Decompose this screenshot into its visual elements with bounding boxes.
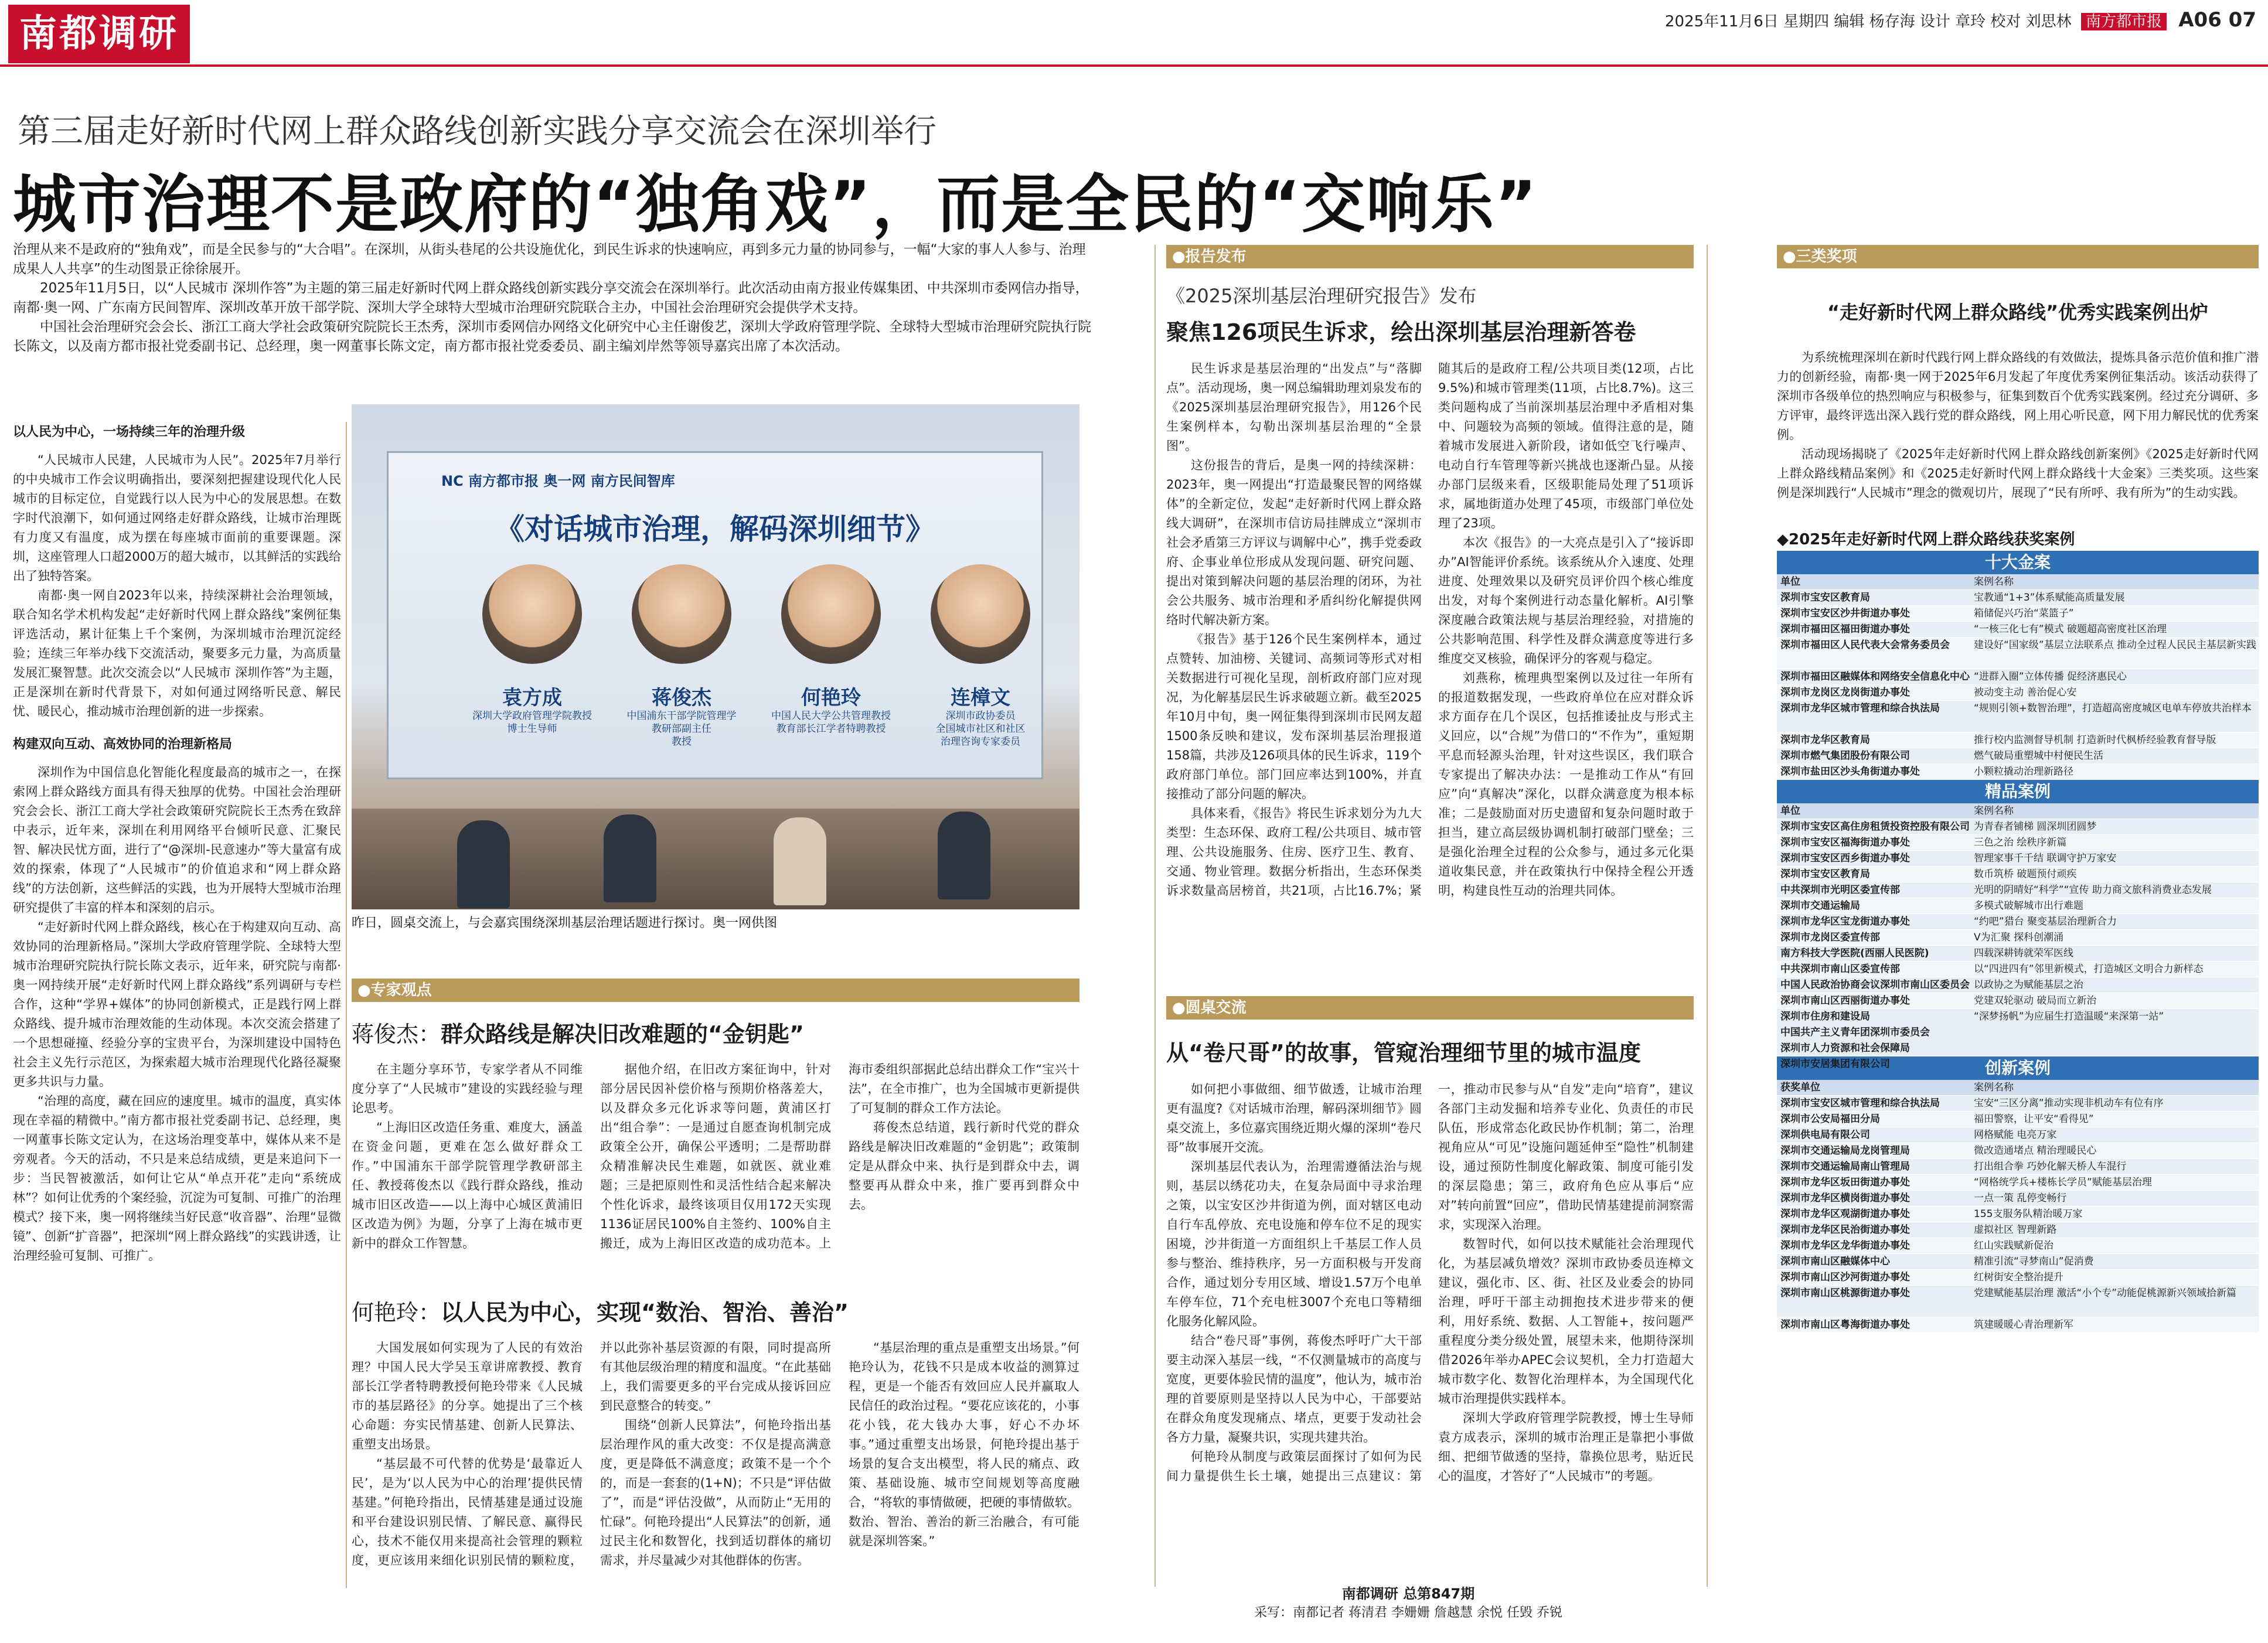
table-cell-unit: 深圳市龙华区民治街道办事处 <box>1780 1224 1910 1236</box>
event-photo <box>352 404 1079 909</box>
awards-p: 活动现场揭晓了《2025年走好新时代网上群众路线创新案例》《2025走好新时代网上群众路线精品案例》和《2025走好新时代网上群众路线十大金案》三类奖项。这些案例是深圳践行“人民城市”理念的微观切片，展现了“民有所呼、我有所为”的生动实践。 <box>1777 447 2259 500</box>
table-cell-case: 三色之治 绘秩序新篇 <box>1974 837 2067 848</box>
table-row <box>1777 819 2259 835</box>
table-row <box>1777 701 2259 732</box>
table-cell-case: 打出组合拳 巧妙化解天桥人车混行 <box>1974 1161 2127 1172</box>
table-cell-case: “深梦扬帆”为应届生打造温暖“来深第一站” <box>1974 1011 2164 1022</box>
report-p: 这份报告的背后，是奥一网的持续深耕：2023年，奥一网提出“打造最聚民智的网络媒体”的全新定位，发起“走好新时代网上群众路线大调研”，在深圳市信访局挂牌成立“深圳市社会矛盾第三方评议与调解中心”，携手党委政府、企事业单位形成从发现问题、研究问题、提出对策到解决问题的基层治理的闭环，为社会公共服务、城市治理和矛盾纠纷化解提供网络时代解决新方案。 <box>1166 458 1422 627</box>
table-row <box>1777 1127 2259 1143</box>
expert-p: 围绕“创新人民算法”，何艳玲指出基层治理作风的重大改变：不仅是提高满意度，更是降低不满意度；政策不是一个个的，而是一套套的(1+N)；不只是“评估做了”，而是“评估没做”，从而防止“无用的忙碌”。何艳玲提出“人民算法”的创新，通过民主化和数智化，找到适切群体的痛切需求，并尽量减少对其他群体的伤害。 <box>600 1418 831 1567</box>
table-cell-unit: 深圳市住房和建设局 中国共产主义青年团深圳市委员会 深圳市人力资源和社会保障局 深圳市安居集团有限公司 <box>1780 1011 1930 1070</box>
panelist-figure <box>604 814 656 902</box>
table-cell-unit: 深圳市龙华区城市管理和综合执法局 <box>1780 703 1940 714</box>
expert-p: “基层治理的重点是重塑支出场景。”何艳玲认为，花钱不只是成本收益的测算过程，更是一个能否有效回应人民并赢取人民信任的政治过程。“要花应该花的，小事花小钱，花大钱办大事，好心不办坏事。”通过重塑支出场景，何艳玲提出基于场景的复合支出模型，将人民的痛点、政策、基础设施、城市空间规划等高度融合，“将软的事情做硬，把硬的事情做软。数治、智治、善治的新三治融合，有可能就是深圳答案。” <box>849 1341 1079 1548</box>
table-cell-case: 宝安“三区分离”推动实现非机动车有位有序 <box>1974 1097 2164 1109</box>
report-p: 具体来看，《报告》将民生诉求划分为九大类型：生态环保、政府工程/公共项目、城市管理、公共设施服务、住房、医疗卫生、教育、交通、物业管理。数据分析指出，生态环保类诉求数量高居榜首，共21项，占比16.7%；紧随其后的是政府工程/公共项目类(12项，占比9.5%)和城市管理类(11项，占比8.7%)。这三类问题构成了当前深圳基层治理中矛盾相对集中、问题较为高频的领域。值得注意的是，随着城市发展进入新阶段，诸如低空飞行噪声、电动自行车管理等新兴挑战也逐渐凸显。从接办部门层级来看，区级职能局处理了51项诉求，属地街道办处理了45项，市级部门单位处理了23项。 <box>1166 362 1694 898</box>
table-section-band: 精品案例 <box>1777 780 2259 803</box>
table-row <box>1777 930 2259 946</box>
guest-title: 深圳大学政府管理学院教授 博士生导师 <box>472 710 592 735</box>
table-cell-unit: 深圳市南山区粤海街道办事处 <box>1780 1319 1910 1331</box>
table-cell-case: 被动变主动 善治促心安 <box>1974 687 2077 698</box>
table-header-cell: 获奖单位 <box>1780 1082 1820 1093</box>
table-cell-unit: 深圳市公安局福田分局 <box>1780 1113 1880 1125</box>
table-cell-case: “网格统学兵+楼栋长学员”赋能基层治理 <box>1974 1177 2152 1188</box>
expert-name-1: 蒋俊杰： <box>352 1021 441 1047</box>
awards-p: 为系统梳理深圳在新时代践行网上群众路线的有效做法，提炼具备示范价值和推广潜力的创新经验，南都·奥一网于2025年6月发起了年度优秀案例征集活动。该活动获得了深圳市各级单位的热烈响应与积极参与，征集到数百个优秀实践案例。经过充分调研、多方评审，最终评选出深入践行党的群众路线，网上用心听民意，网下用力解民忧的优秀案例。 <box>1777 350 2259 442</box>
lead-p3: 中国社会治理研究会会长、浙江工商大学社会政策研究院院长王杰秀，深圳市委网信办网络文化研究中心主任谢俊艺，深圳大学政府管理学院、全球特大型城市治理研究院执行院长陈文，以及南方都市报社党委副书记、总经理，奥一网董事长陈文定，南方都市报社党委委员、副主编刘岸然等领导嘉宾出席了本次活动。 <box>13 319 1091 354</box>
table-header-cell: 案例名称 <box>1974 576 2014 588</box>
table-cell-unit: 深圳市福田区福田街道办事处 <box>1780 623 1910 635</box>
table-title: ◆2025年走好新时代网上群众路线获奖案例 <box>1777 531 2075 548</box>
table-cell-unit: 深圳市南山区融媒体中心 <box>1780 1256 1890 1267</box>
expert-p: 大国发展如何实现为了人民的有效治理？中国人民大学吴玉章讲席教授、教育部长江学者特聘教授何艳玲带来《人民城市的基层路径》的分享。她提出了三个核心命题：夯实民情基建、创新人民算法、重塑支出场景。 <box>352 1341 583 1451</box>
awards-bar: ●三类奖项 <box>1777 245 2259 268</box>
table-cell-case: 虚拟社区 智理新路 <box>1974 1224 2057 1236</box>
table-section-band: 创新案例 <box>1777 1056 2259 1080</box>
expert-section <box>352 979 1079 1611</box>
table-row <box>1777 622 2259 638</box>
stage-floor <box>352 809 1079 909</box>
table-cell-case: 155支服务队精治暖万家 <box>1974 1208 2083 1220</box>
report-body <box>1166 359 1694 992</box>
expert-title-2 <box>352 1294 1079 1327</box>
table-row <box>1777 606 2259 622</box>
lead-p1: 治理从来不是政府的“独角戏”，而是全民参与的“大合唱”。在深圳，从街头巷尾的公共设施优化，到民生诉求的快速响应，再到多元力量的协同参与，一幅“大家的事人人参与、治理成果人人共享”的生动图景正徐徐展开。 <box>13 242 1086 277</box>
table-cell-case: 四载深耕铸就荣军医线 <box>1974 947 2073 959</box>
table-cell-unit: 深圳市宝安区高住房租赁投资控股有限公司 <box>1780 821 1970 833</box>
table-cell-unit: 深圳市交通运输局 <box>1780 900 1860 912</box>
guest-title: 中国浦东干部学院管理学 教研部副主任 教授 <box>626 710 737 748</box>
table-row <box>1777 882 2259 898</box>
table-header-row <box>1777 1080 2259 1096</box>
guest-name: 连樟文 <box>951 686 1010 710</box>
table-cell-case: 多模式破解城市出行难题 <box>1974 900 2083 912</box>
report-bar: ●报告发布 <box>1166 245 1694 268</box>
table-cell-case: 网格赋能 电亮万家 <box>1974 1129 2057 1141</box>
table-cell-unit: 深圳市宝安区沙井街道办事处 <box>1780 608 1910 619</box>
guest-title: 深圳市政协委员 全国城市社区和社区 治理咨询专家委员 <box>935 710 1026 748</box>
table-cell-case: 推行校内监测督导机制 打造新时代枫桥经验教育督导版 <box>1974 734 2216 746</box>
table-cell-case: 智理家事千千结 联调守护万家安 <box>1974 853 2117 864</box>
expert-p: “基层最不可代替的优势是‘最靠近人民’，是为‘以人民为中心的治理’提供民情基建。”何艳玲指出，民情基建是通过设施和平台建设识别民情、了解民意、赢得民心，技术不能仅用来提高社会管理的颗粒度，更应该用来细化识别民情的颗粒度，并以此弥补基层资源的有限，同时提高所有其他层级治理的精度和温度。“在此基础上，我们需要更多的平台完成从接诉回应到民意整合的转变。” <box>352 1341 831 1567</box>
table-cell-unit: 深圳市龙华区横岗街道办事处 <box>1780 1192 1910 1204</box>
table-cell-unit: 深圳市福田区融媒体和网络安全信息化中心 <box>1780 671 1970 683</box>
roundtable-body <box>1166 1080 1694 1596</box>
table-row <box>1777 867 2259 882</box>
roundtable-section <box>1166 996 1694 1582</box>
left-p: 南都·奥一网自2023年以来，持续深耕社会治理领域，联合知名学术机构发起“走好新时代网上群众路线”案例征集评选活动，累计征集上千个案例，为深圳城市治理沉淀经验；连续三年举办线下交流活动，聚要多元力量，为高质量发展汇聚智慧。此次交流会以“人民城市 深圳作答”为主题，正是深圳在新时代背景下，对如何通过网络听民意、解民忧、暖民心，推动城市治理创新的进一步探索。 <box>13 588 341 718</box>
table-row <box>1777 1238 2259 1254</box>
table-cell-unit: 深圳市龙华区坂田街道办事处 <box>1780 1177 1910 1188</box>
guest-name: 蒋俊杰 <box>652 686 711 710</box>
guest-portrait <box>482 564 582 664</box>
table-cell-unit: 中共深圳市南山区委宣传部 <box>1780 963 1900 975</box>
expert-headline-2: 以人民为中心，实现“数治、智治、善治” <box>441 1300 849 1325</box>
lead-block <box>13 240 1091 356</box>
headline: 城市治理不是政府的“独角戏”，而是全民的“交响乐” <box>13 168 1538 241</box>
table-cell-unit: 深圳市龙华区宝龙街道办事处 <box>1780 916 1910 928</box>
masthead: 南都调研 <box>8 5 190 63</box>
table-cell-unit: 深圳市南山区桃源街道办事处 <box>1780 1287 1910 1299</box>
table-row <box>1777 993 2259 1009</box>
table-row <box>1777 1222 2259 1238</box>
left-p: “治理的高度，藏在回应的速度里。城市的温度，真实体现在幸福的精微中。”南方都市报社党委副书记、总经理，奥一网董事长陈文定认为，在这场治理变革中，媒体从来不是旁观者。今天的活动，不只是来总结成绩，更是来追问下一步：当民智被激活，如何让它从“单点开花”走向“系统成林”？如何让优秀的个案经验，沉淀为可复制、可推广的治理模式？接下来，奥一网将继续当好民意“收音器”、治理“显微镜”、创新“扩音器”，把深圳“网上群众路线”的实践讲透，让治理经验可复制、可推广。 <box>13 1094 341 1263</box>
roundtable-p: 深圳基层代表认为，治理需遵循法治与规则，基层以绣花功夫，在复杂局面中寻求治理之策，以宝安区沙井街道为例，面对辖区电动自行车乱停放、充电设施和停车位不足的现实困境，沙井街道一方面组织上千基层工作人员参与整治、维持秩序，另一方面积极与开发商合作，通过划分专用区域、增设1.57万个电单车停车位，71个充电桩3007个充电口等精细化服务化解风险。 <box>1166 1160 1422 1328</box>
report-subtitle: 《2025深圳基层治理研究报告》发布 <box>1166 285 1477 307</box>
paper-tag: 南方都市报 <box>2081 13 2167 30</box>
screen-logos: NC 南方都市报 奥一网 南方民间智库 <box>441 473 675 489</box>
table-cell-case: 小颗粒撬动治理新路径 <box>1974 766 2073 778</box>
table-row <box>1777 685 2259 701</box>
table-row <box>1777 914 2259 930</box>
table-cell-case: 福田警察，让平安“看得见” <box>1974 1113 2094 1125</box>
table-cell-case: “规则引领+数智治理”，打造超高密度城区电单车停放共治样本 <box>1974 703 2252 714</box>
guest-title: 中国人民大学公共管理教授 教育部长江学者特聘教授 <box>771 710 891 735</box>
table-cell-unit: 深圳市龙岗区委宣传部 <box>1780 932 1880 943</box>
table-cell-case: 红山实践赋新促治 <box>1974 1240 2054 1252</box>
table-cell-case: 以政协之为赋能基层之治 <box>1974 979 2083 991</box>
table-row <box>1777 669 2259 685</box>
table-row <box>1777 1254 2259 1270</box>
table-cell-unit: 深圳供电局有限公司 <box>1780 1129 1870 1141</box>
roundtable-p: 深圳大学政府管理学院教授，博士生导师袁方成表示，深圳的城市治理正是靠把小事做细、把细节做透的坚持，靠换位思考，贴近民心的温度，才答好了“人民城市”的考题。 <box>1438 1411 1694 1483</box>
table-row <box>1777 835 2259 851</box>
screen-title: 《对话城市治理，解码深圳细节》 <box>495 512 935 546</box>
expert-body-2 <box>352 1338 1079 1643</box>
table-cell-unit: 深圳市宝安区福海街道办事处 <box>1780 837 1910 848</box>
table-cell-case: 燃气破局重塑城中村便民生活 <box>1974 750 2103 762</box>
report-p: 《报告》基于126个民生案例样本，通过点赞转、加油榜、关键词、高频词等形式对相关数据进行可视化呈现，剖析政府部门应对现况，为化解基层民生诉求破题立新。截至2025年10月中旬，奥一网征集得到深圳市民网友超1500条反映和建议，发布深圳基层治理报道158篇，共涉及126项具体的民生诉求，119个政府部门单位。部门回应率达到100%，并直接推动了部分问题的解决。 <box>1166 632 1422 801</box>
expert-p: “上海旧区改造任务重、难度大，涵盖在资金问题，更难在怎么做好群众工作。”中国浦东干部学院管理学教研部主任、教授蒋俊杰以《践行群众路线，推动城市旧区改造——以上海中心城区黄浦旧区改造为例》为题，分享了上海在城市更新中的群众工作智慧。 <box>352 1120 583 1250</box>
table-cell-unit: 深圳市福田区人民代表大会常务委员会 <box>1780 639 1950 651</box>
table-cell-case: “约吧”猎台 聚变基层治理新合力 <box>1974 916 2117 928</box>
table-row <box>1777 977 2259 993</box>
awards-title: “走好新时代网上群众路线”优秀实践案例出炉 <box>1827 301 2209 323</box>
table-cell-unit: 深圳市交通运输局南山管理局 <box>1780 1161 1910 1172</box>
expert-bar: ●专家观点 <box>352 979 1079 1002</box>
table-row <box>1777 1175 2259 1191</box>
column-rule <box>1707 245 1708 1587</box>
table-cell-unit: 深圳市宝安区西乡街道办事处 <box>1780 853 1910 864</box>
table-cell-unit: 深圳市南山区西丽街道办事处 <box>1780 995 1910 1007</box>
table-cell-unit: 深圳市南山区沙河街道办事处 <box>1780 1272 1910 1283</box>
table-header-row <box>1777 803 2259 819</box>
table-cell-case: 党建赋能基层治理 激活“小个专”动能促桃源新兴领域拾新篇 <box>1974 1287 2237 1299</box>
table-cell-unit: 深圳市龙岗区龙岗街道办事处 <box>1780 687 1910 698</box>
expert-p: 蒋俊杰总结道，践行新时代党的群众路线是解决旧改难题的“金钥匙”；政策制定是从群众中来、执行是到群众中去，调整要再从群众中来，推广要再到群众中去。 <box>849 1120 1079 1212</box>
roundtable-p: 如何把小事做细、细节做透，让城市治理更有温度?《对话城市治理，解码深圳细节》圆桌交流上，多位嘉宾围绕近期火爆的深圳“卷尺哥”故事展开交流。 <box>1166 1082 1422 1154</box>
photo-caption: 昨日，圆桌交流上，与会嘉宾围绕深圳基层治理话题进行探讨。奥一网供图 <box>352 916 778 930</box>
table-cell-case: 党建双轮驱动 破局而立新治 <box>1974 995 2097 1007</box>
table-cell-case: V为汇聚 探科创潮涌 <box>1974 932 2064 943</box>
table-cell-case: 宝教通“1+3”体系赋能高质量发展 <box>1974 592 2125 604</box>
table-header-cell: 案例名称 <box>1974 1082 2014 1093</box>
table-row <box>1777 1112 2259 1127</box>
table-row <box>1777 1143 2259 1159</box>
table-row <box>1777 946 2259 962</box>
left-subhead-2: 构建双向互动、高效协同的治理新格局 <box>13 737 233 752</box>
table-cell-unit: 深圳市交通运输局龙岗管理局 <box>1780 1145 1910 1157</box>
table-cell-case: 以“四进四有”邻里新模式，打造城区文明合力新样态 <box>1974 963 2204 975</box>
stage-screen <box>387 451 1043 779</box>
awards-section <box>1777 245 2259 550</box>
table-row <box>1777 1286 2259 1317</box>
expert-headline-1: 群众路线是解决旧改难题的“金钥匙” <box>441 1021 804 1047</box>
table-cell-unit: 深圳市龙华区龙华街道办事处 <box>1780 1240 1910 1252</box>
report-p: 本次《报告》的一大亮点是引入了“接诉即办”AI智能评价系统。该系统从介入速度、处理进度、处理效果以及研究员评价四个核心维度出发，对每个案例进行动态量化解析。AI引擎深度融合政策法规与基层治理经验，对措施的公共影响范围、科学性及群众满意度等进行多维度交叉核验，确保评分的客观与稳定。 <box>1438 536 1694 666</box>
guest-portrait <box>931 564 1030 664</box>
top-info <box>1665 8 2256 32</box>
expert-title-1 <box>352 1016 1079 1048</box>
table-cell-unit: 深圳市宝安区教育局 <box>1780 868 1870 880</box>
roundtable-bar: ●圆桌交流 <box>1166 996 1694 1020</box>
table-row <box>1777 732 2259 748</box>
panelist-figure <box>457 820 510 908</box>
panelist-figure <box>774 817 826 905</box>
column-rule <box>346 422 347 1588</box>
panelist-figure <box>938 812 990 899</box>
guest-portrait <box>781 564 881 664</box>
reporters: 采写：南都记者 蒋清君 李姗姗 詹越慧 余悦 任毁 乔锐 <box>1254 1605 1562 1620</box>
table-cell-unit: 深圳市盐田区沙头角街道办事处 <box>1780 766 1920 778</box>
table-cell-case: 建设好“国家级”基层立法联系点 推动全过程人民民主基层新实践 <box>1974 639 2257 651</box>
table-cell-unit: 中共深圳市光明区委宣传部 <box>1780 884 1900 896</box>
column-rule <box>1155 245 1156 1587</box>
table-title-text: 2025年走好新时代网上群众路线获奖案例 <box>1789 531 2075 548</box>
table-cell-unit: 深圳市宝安区城市管理和综合执法局 <box>1780 1097 1940 1109</box>
subhead: 第三届走好新时代网上群众路线创新实践分享交流会在深圳举行 <box>18 113 937 151</box>
report-p: 民生诉求是基层治理的“出发点”与“落脚点”。活动现场，奥一网总编辑助理刘泉发布的《2025深圳基层治理研究报告》，用126个民生案例样本，勾勒出深圳基层治理的“全景图”。 <box>1166 362 1422 453</box>
table-header-row <box>1777 574 2259 590</box>
guest-name: 何艳玲 <box>801 686 861 710</box>
report-title: 聚焦126项民生诉求，绘出深圳基层治理新答卷 <box>1166 319 1636 345</box>
left-p: “走好新时代网上群众路线，核心在于构建双向互动、高效协同的治理新格局。”深圳大学政府管理学院、全球特大型城市治理研究院执行院长陈文表示，近年来，研究院与南都·奥一网持续开展“走好新时代网上群众路线”系列调研与专栏合作，这种“学界+媒体”的协同创新模式，正是践行网上群众路线、提升城市治理效能的生动体现。本次交流会搭建了一个思想碰撞、经验分享的宝贵平台，为深圳建设中国特色社会主义先行示范区，为探索超大城市治理现代化路径凝聚更多共识与力量。 <box>13 920 341 1089</box>
guest-portrait <box>632 564 731 664</box>
table-row <box>1777 638 2259 669</box>
issue-date: 2025年11月6日 星期四 <box>1665 13 1830 30</box>
expert-name-2: 何艳玲： <box>352 1300 441 1325</box>
table-cell-case: 微改造通堵点 精治理暖民心 <box>1974 1145 2097 1157</box>
table-cell-case: 一点一策 乱停变畅行 <box>1974 1192 2067 1204</box>
left-p: 深圳作为中国信息化智能化程度最高的城市之一，在探索网上群众路线方面具有得天独厚的优势。中国社会治理研究会会长、浙江工商大学社会政策研究院院长王杰秀在致辞中表示，近年来，深圳在利用网络平台倾听民意、汇聚民智、解决民忧方面，进行了“@深圳-民意速办”等大量富有成效的探索，体现了“人民城市”的价值追求和“网上群众路线”的方法创新，这些鲜活的实践，也为开展特大型城市治理研究提供了丰富的样本和深刻的启示。 <box>13 765 341 915</box>
staff-line: 编辑 杨存海 设计 章玲 校对 刘思林 <box>1834 13 2072 30</box>
roundtable-p: 数智时代，如何以技术赋能社会治理现代化，为基层减负增效？深圳市政协委员连樟文建议，强化市、区、街、社区及业委会的协同治理，呼吁干部主动拥抱技术进步带来的便利，用好系统、数据、人工智能+，按问题严重程度分类分级处置，展望未来，他期待深圳借2026年举办APEC会议契机，全力打造超大城市数字化、数智化治理样本，为全国现代化城市治理提供实践样本。 <box>1438 1237 1694 1406</box>
table-row <box>1777 1317 2259 1333</box>
table-cell-unit: 深圳市燃气集团股份有限公司 <box>1780 750 1910 762</box>
table-row <box>1777 764 2259 780</box>
table-header-cell: 单位 <box>1780 576 1800 588</box>
signature-block <box>1254 1582 1562 1621</box>
page-number: A06 07 <box>2178 8 2256 32</box>
table-row <box>1777 1270 2259 1286</box>
table-cell-case: “进群入圈”立体传播 促经济惠民心 <box>1974 671 2127 683</box>
expert-p: 在主题分享环节，专家学者从不同维度分享了“人民城市”建设的实践经验与理论思考。 <box>352 1062 583 1115</box>
table-row <box>1777 1159 2259 1175</box>
awards-table <box>1777 551 2259 1333</box>
roundtable-p: 何艳玲从制度与政策层面探讨了如何为民间力量提供生长土壤，她提出三点建议：第一，推动市民参与从“自发”走向“培育”，建议各部门主动发掘和培养专业化、负责任的市民队伍，形成常态化政民协作机制；第二，治理视角应从“可见”设施问题延伸至“隐性”机制建设，通过预防性制度化解政策、制度可能引发的深层隐患；第三，政府角色应从事后“应对”转向前置“回应”，借助民情基建提前洞察需求，实现深入治理。 <box>1166 1082 1694 1483</box>
table-row <box>1777 898 2259 914</box>
table-cell-case: 红树街安全整治提升 <box>1974 1272 2063 1283</box>
table-cell-unit: 深圳市龙华区观湖街道办事处 <box>1780 1208 1910 1220</box>
table-cell-case: 箱储促兴巧治“菜篮子” <box>1974 608 2074 619</box>
table-cell-unit: 中国人民政治协商会议深圳市南山区委员会 <box>1780 979 1970 991</box>
table-row <box>1777 1096 2259 1112</box>
table-cell-unit: 深圳市龙华区教育局 <box>1780 734 1870 746</box>
top-rule <box>0 64 2268 67</box>
table-row <box>1777 1191 2259 1206</box>
table-section-band: 十大金案 <box>1777 551 2259 574</box>
report-p: 刘燕称，梳理典型案例以及过往一年所有的报道数据发现，一些政府单位在应对群众诉求方面存在几个误区，包括推诿扯皮与形式主义回应，以“合规”为借口的“不作为”，重短期平息而轻源头治理，针对这些误区，我们联合专家提出了解决办法：一是推动工作从“有回应”向“真解决”深化，以群众满意度为根本标准；二是鼓励面对历史遗留和复杂问题时敢于担当，建立高层级协调机制打破部门壁垒；三是强化治理全过程的公众参与，通过多元化渠道收集民意，并在政策执行中保持全程公开透明，构建良性互动的治理共同体。 <box>1438 671 1694 898</box>
table-cell-case: 光明的阴晴好“科学”“宣传 助力商文旅科消费业态发展 <box>1974 884 2212 896</box>
expert-p: 据他介绍，在旧改方案征询中，针对部分居民因补偿价格与预期价格落差大，以及群众多元化诉求等问题，黄浦区打出“组合拳”：一是通过自愿查询机制完成政策全公开，确保公平透明；二是帮助群众精准解决民生难题，如就医、就业难题；三是把原则性和灵活性结合起来解决个性化诉求，最终该项目仅用172天实现1136证居民100%自主签约、100%自主搬迁，成为上海旧区改造的成功范本。上海市委组织部据此总结出群众工作“宝兴十法”，在全市推广，也为全国城市更新提供了可复制的群众工作方法论。 <box>600 1062 1079 1250</box>
table-cell-unit: 南方科技大学医院(西丽人民医院) <box>1780 947 1929 959</box>
table-row <box>1777 1206 2259 1222</box>
table-header-cell: 单位 <box>1780 805 1800 817</box>
table-cell-case: 精准引流“寻梦南山”促消费 <box>1974 1256 2094 1267</box>
table-row <box>1777 962 2259 977</box>
table-cell-case: “一核三化七有”模式 破题超高密度社区治理 <box>1974 623 2167 635</box>
table-cell-case: 为青春者铺梯 圆深圳团圆梦 <box>1974 821 2097 833</box>
expert-body-1 <box>352 1060 1079 1277</box>
left-p: “人民城市人民建，人民城市为人民”。2025年7月举行的中央城市工作会议明确指出，要深刻把握建设现代化人民城市的目标定位，自觉践行以人民为中心的发展思想。在数字时代浪潮下，如何通过网络走好群众路线，让城市治理既有力度又有温度，成为摆在每座城市面前的重要课题。深圳，这座管理人口超2000万的超大城市，以其鲜活的实践给出了独特答案。 <box>13 453 341 583</box>
table-row <box>1777 851 2259 867</box>
lead-p2: 2025年11月5日，以“人民城市 深圳作答”为主题的第三届走好新时代网上群众路线创新实践分享交流会在深圳举行。此次活动由南方报业传媒集团、中共深圳市委网信办指导，南都·奥一网、广东南方民间智库、深圳改革开放干部学院、深圳大学全球特大型城市治理研究院联合主办，中国社会治理研究会提供学术支持。 <box>13 281 1089 315</box>
table-header-cell: 案例名称 <box>1974 805 2014 817</box>
table-row <box>1777 748 2259 764</box>
table-cell-unit: 深圳市宝安区教育局 <box>1780 592 1870 604</box>
roundtable-p: 结合“卷尺哥”事例，蒋俊杰呼吁广大干部要主动深入基层一线，“不仅测量城市的高度与宽度，更要体验民情的温度”，他认为，城市治理的首要原则是坚持以人民为中心，干部要站在群众角度发现痛点、堵点，更要于发动社会各方力量，凝聚共识，实现共建共治。 <box>1166 1334 1422 1444</box>
roundtable-title: 从“卷尺哥”的故事，管窥治理细节里的城市温度 <box>1166 1040 1641 1066</box>
report-section <box>1166 245 1694 977</box>
table-cell-case: 筑建暖暖心青治理新军 <box>1974 1319 2073 1331</box>
left-column <box>13 422 341 1582</box>
guest-name: 袁方成 <box>502 686 562 710</box>
table-row <box>1777 590 2259 606</box>
table-cell-case: 数币筑桥 破题预付顽疾 <box>1974 868 2077 880</box>
series-number: 南都调研 总第847期 <box>1341 1586 1475 1602</box>
left-subhead-1: 以人民为中心，一场持续三年的治理升级 <box>13 425 246 439</box>
